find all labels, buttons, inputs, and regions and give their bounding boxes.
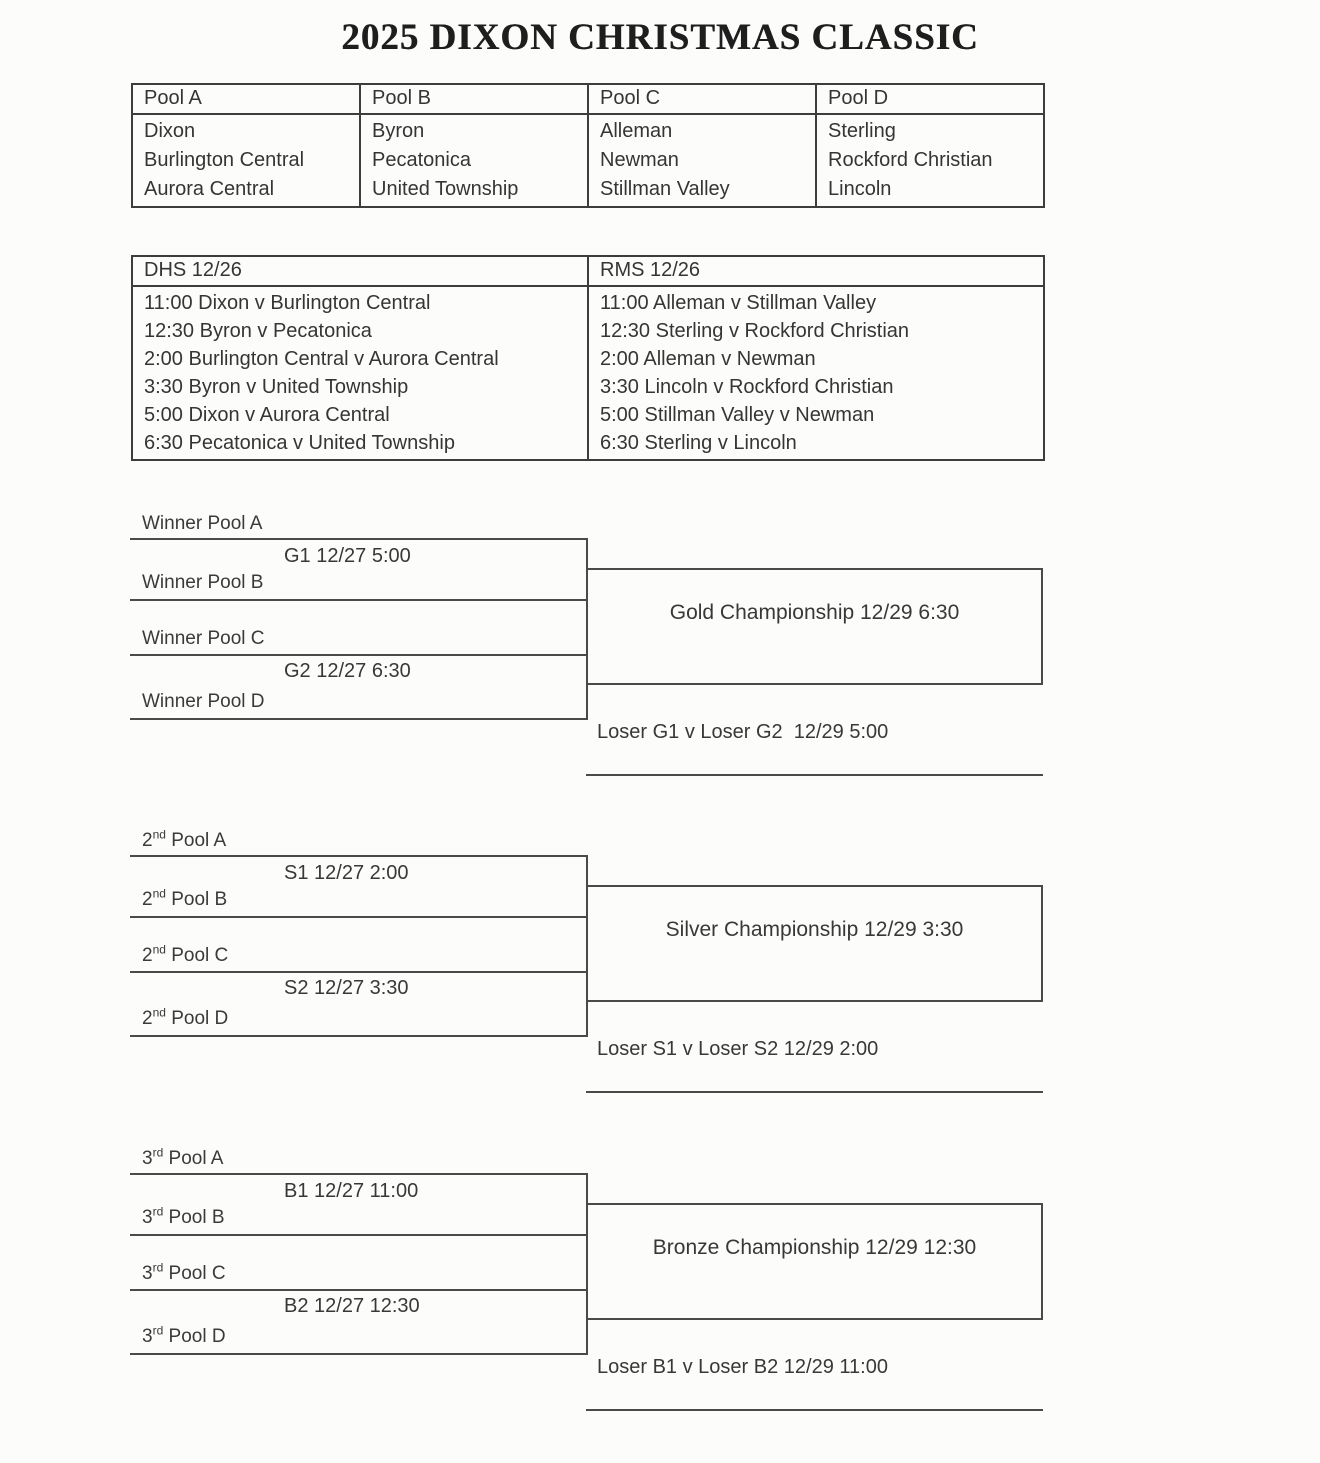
venue-dhs-games — [132, 286, 588, 460]
silver-consolation-label: Loser S1 v Loser S2 12/29 2:00 — [597, 1038, 879, 1060]
gold-bracket — [0, 513, 1320, 808]
slot-prefix: 3 — [142, 1263, 153, 1284]
gold-seed-line-d — [130, 718, 587, 720]
slot-ordinal: rd — [152, 1323, 164, 1338]
bronze-game-2-label: B2 12/27 12:30 — [284, 1295, 420, 1317]
venue-rms-header: RMS 12/26 — [588, 256, 1044, 286]
slot-rest: Pool C — [202, 628, 265, 649]
slot-ordinal: rd — [152, 1145, 164, 1160]
gold-slot-pool-c — [142, 628, 265, 650]
bronze-consolation-label: Loser B1 v Loser B2 12/29 11:00 — [597, 1356, 888, 1378]
silver-game-1-label: S1 12/27 2:00 — [284, 862, 409, 884]
slot-rest: Pool D — [202, 691, 265, 712]
page-title: 2025 DIXON CHRISTMAS CLASSIC — [341, 17, 979, 58]
gold-slot-pool-d — [142, 691, 265, 713]
game-entry: 5:00 Dixon v Aurora Central — [144, 404, 390, 426]
slot-prefix: 2 — [142, 830, 153, 851]
slot-prefix: 2 — [142, 945, 153, 966]
game-entry: 12:30 Sterling v Rockford Christian — [600, 320, 910, 342]
slot-ordinal: nd — [152, 942, 166, 957]
slot-rest: Pool C — [165, 945, 229, 966]
team-name: United Township — [372, 178, 519, 200]
bronze-bracket — [0, 1145, 1320, 1443]
game-entry: 11:00 Dixon v Burlington Central — [144, 292, 431, 314]
slot-prefix: 3 — [142, 1326, 153, 1347]
gold-seed-line-c — [130, 654, 587, 656]
team-name: Alleman — [600, 120, 673, 142]
bronze-seed-line-a — [130, 1173, 587, 1175]
gold-championship-box — [586, 568, 1043, 685]
game-entry: 6:30 Sterling v Lincoln — [600, 432, 797, 454]
slot-ordinal: rd — [152, 1204, 164, 1219]
silver-seed-line-c — [130, 971, 587, 973]
team-name: Pecatonica — [372, 149, 471, 171]
bronze-slot-pool-b — [142, 1204, 225, 1229]
pool-a-header: Pool A — [132, 84, 360, 114]
pool-d-header: Pool D — [816, 84, 1044, 114]
gold-consolation-line — [586, 774, 1043, 776]
game-entry: 3:30 Lincoln v Rockford Christian — [600, 376, 894, 398]
slot-ordinal: nd — [152, 886, 166, 901]
silver-seed-line-a — [130, 855, 587, 857]
slot-ordinal: nd — [152, 827, 166, 842]
slot-prefix: 2 — [142, 1008, 153, 1029]
silver-bracket — [0, 827, 1320, 1125]
slot-prefix: 2 — [142, 889, 153, 910]
gold-consolation-label: Loser G1 v Loser G2 12/29 5:00 — [597, 721, 889, 743]
silver-championship-label: Silver Championship 12/29 3:30 — [665, 918, 964, 941]
silver-slot-pool-d — [142, 1005, 229, 1030]
gold-game-2-label: G2 12/27 6:30 — [284, 660, 411, 682]
bronze-championship-label: Bronze Championship 12/29 12:30 — [652, 1236, 977, 1259]
pool-a-teams — [132, 114, 360, 207]
schedule-table-header — [132, 256, 1044, 286]
silver-slot-pool-b — [142, 886, 228, 911]
team-name: Rockford Christian — [828, 149, 993, 171]
bronze-slot-pool-d — [142, 1323, 226, 1348]
slot-prefix: Winner — [142, 628, 203, 649]
pool-d-teams — [816, 114, 1044, 207]
gold-seed-line-a — [130, 538, 587, 540]
slot-ordinal: nd — [152, 1005, 166, 1020]
bronze-slot-pool-c — [142, 1260, 226, 1285]
silver-slot-pool-a — [142, 827, 227, 852]
silver-slot-pool-c — [142, 942, 229, 967]
game-entry: 6:30 Pecatonica v United Township — [144, 432, 455, 454]
game-entry: 5:00 Stillman Valley v Newman — [600, 404, 875, 426]
team-name: Byron — [372, 120, 425, 142]
bronze-seed-line-c — [130, 1289, 587, 1291]
slot-rest: Pool D — [165, 1008, 229, 1029]
bronze-slot-pool-a — [142, 1145, 224, 1170]
slot-prefix: Winner — [142, 572, 203, 593]
team-name: Burlington Central — [144, 149, 305, 171]
silver-seed-line-d — [130, 1035, 587, 1037]
team-name: Lincoln — [828, 178, 892, 200]
schedule-table-row — [132, 286, 1044, 460]
game-entry: 12:30 Byron v Pecatonica — [144, 320, 372, 342]
team-name: Sterling — [828, 120, 896, 142]
venue-dhs-header: DHS 12/26 — [132, 256, 588, 286]
slot-rest: Pool B — [165, 889, 228, 910]
pools-table — [131, 83, 1045, 208]
silver-game-2-label: S2 12/27 3:30 — [284, 977, 409, 999]
pool-b-teams — [360, 114, 588, 207]
slot-rest: Pool A — [163, 1148, 224, 1169]
slot-prefix: 3 — [142, 1148, 153, 1169]
slot-rest: Pool A — [202, 513, 263, 534]
bronze-championship-box — [586, 1203, 1043, 1320]
slot-ordinal: rd — [152, 1260, 164, 1275]
slot-rest: Pool C — [163, 1263, 226, 1284]
pool-c-teams — [588, 114, 816, 207]
slot-rest: Pool D — [163, 1326, 226, 1347]
gold-seed-line-b — [130, 599, 587, 601]
silver-consolation-line — [586, 1091, 1043, 1093]
game-entry: 2:00 Burlington Central v Aurora Central — [144, 348, 499, 370]
gold-game-1-label: G1 12/27 5:00 — [284, 545, 411, 567]
gold-slot-pool-a — [142, 513, 262, 535]
silver-championship-box — [586, 885, 1043, 1002]
pool-c-header: Pool C — [588, 84, 816, 114]
slot-rest: Pool A — [165, 830, 227, 851]
bronze-seed-line-d — [130, 1353, 587, 1355]
gold-slot-pool-b — [142, 572, 263, 594]
team-name: Dixon — [144, 120, 196, 142]
slot-prefix: Winner — [142, 513, 203, 534]
slot-rest: Pool B — [163, 1207, 225, 1228]
team-name: Stillman Valley — [600, 178, 730, 200]
slot-prefix: Winner — [142, 691, 203, 712]
slot-prefix: 3 — [142, 1207, 153, 1228]
venue-rms-games — [588, 286, 1044, 460]
team-name: Aurora Central — [144, 178, 275, 200]
team-name: Newman — [600, 149, 679, 171]
game-entry: 3:30 Byron v United Township — [144, 376, 409, 398]
gold-championship-label: Gold Championship 12/29 6:30 — [669, 601, 960, 624]
schedule-table — [131, 255, 1045, 461]
pools-table-header — [132, 84, 1044, 114]
slot-rest: Pool B — [202, 572, 264, 593]
bronze-game-1-label: B1 12/27 11:00 — [284, 1180, 419, 1202]
silver-seed-line-b — [130, 916, 587, 918]
bronze-consolation-line — [586, 1409, 1043, 1411]
bronze-seed-line-b — [130, 1234, 587, 1236]
pool-b-header: Pool B — [360, 84, 588, 114]
game-entry: 2:00 Alleman v Newman — [600, 348, 816, 370]
pools-table-row — [132, 114, 1044, 207]
game-entry: 11:00 Alleman v Stillman Valley — [600, 292, 877, 314]
